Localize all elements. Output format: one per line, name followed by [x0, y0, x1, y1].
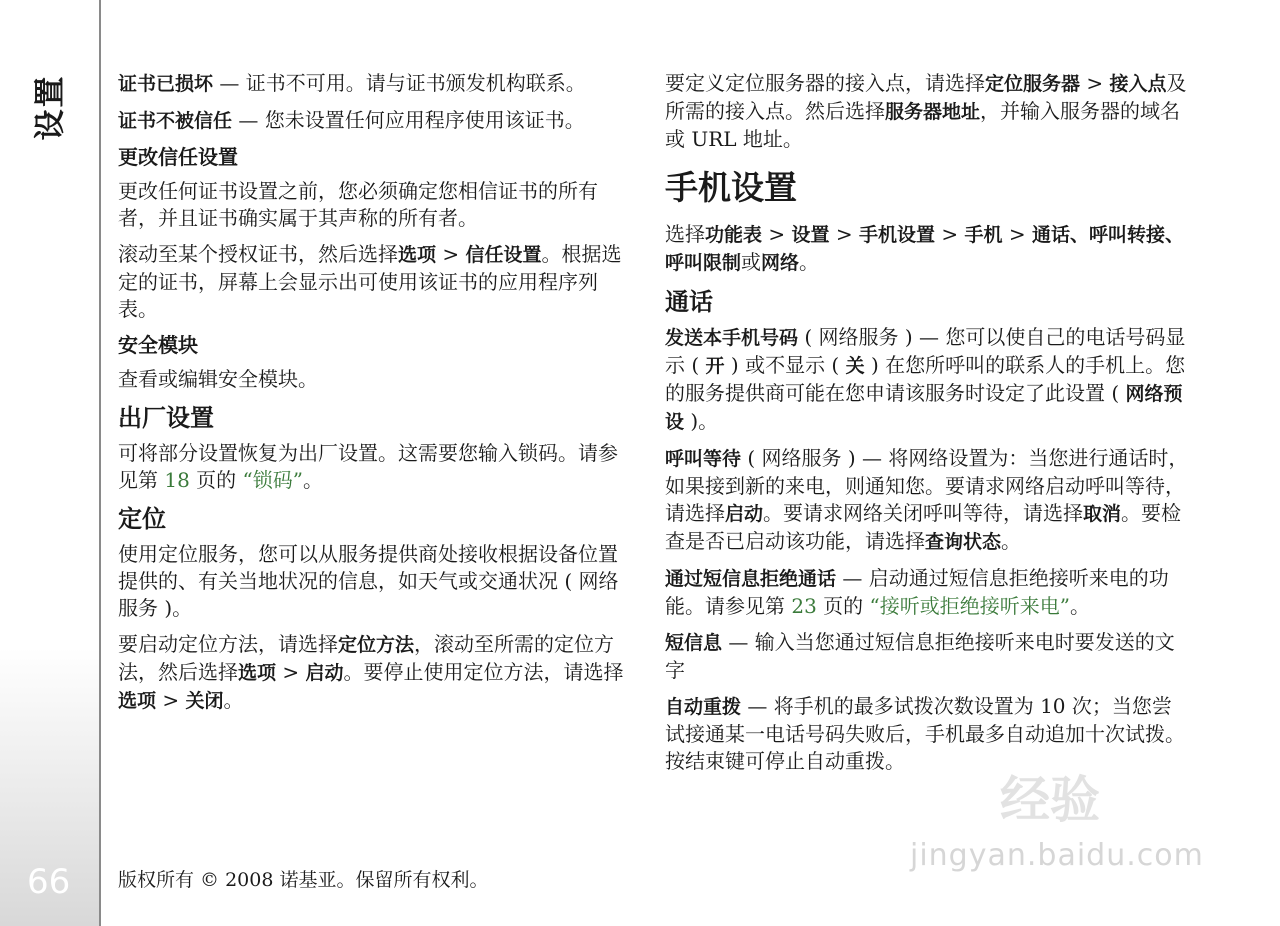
text: 。要停止使用定位方法，请选择: [343, 660, 624, 684]
text: 。: [1069, 594, 1090, 618]
term-call-waiting: 呼叫等待: [665, 448, 742, 470]
menu-term: 选项: [398, 244, 437, 266]
right-column: [665, 70, 1190, 784]
text: — 您未设置任何应用程序使用该证书。: [232, 108, 585, 132]
text: 。: [302, 468, 323, 492]
paragraph-cert-untrusted: [118, 107, 630, 135]
watermark-logo-text: 经验: [1000, 771, 1100, 829]
text: 要启动定位方法，请选择: [118, 632, 338, 656]
menu-term: 启动: [725, 503, 764, 525]
term-sms: 短信息: [665, 632, 723, 654]
paragraph-location: 使用定位服务，您可以从服务提供商处接收根据设备位置提供的、有关当地状况的信息，如天气或交通状况 ( 网络服务 )。: [118, 542, 619, 620]
term-send-number: 发送本手机号码: [665, 327, 799, 349]
paragraph-location-method: [118, 631, 630, 715]
watermark: [900, 760, 1204, 880]
text: ，滚动至所需的定位方法，然后选择: [118, 632, 615, 684]
text: >: [156, 688, 186, 712]
text: ，并输入服务器的域名或 URL 地址。: [665, 99, 1181, 151]
text: ( 网络服务 ) — 将网络设置为：当您进行通话时，如果接到新的来电，则通知您。要请求网络启动呼叫等待，请选择: [665, 446, 1189, 525]
text: >: [436, 242, 466, 266]
menu-term: 网络预设: [665, 383, 1183, 433]
text: 页的: [816, 594, 870, 618]
menu-term: 关: [845, 355, 865, 377]
text: 可将部分设置恢复为出厂设置。这需要您输入锁码。请参见第: [118, 441, 618, 492]
menu-term: 定位方法: [338, 634, 415, 656]
term-cert-corrupted: 证书已损坏: [118, 73, 214, 95]
paragraph-cert-corrupted: [118, 70, 630, 98]
text: — 输入当您通过短信息拒绝接听来电时要发送的文字: [665, 630, 1175, 682]
text: >: [762, 222, 792, 246]
menu-term: 接入点: [1109, 73, 1167, 95]
menu-term: 取消: [1083, 503, 1122, 525]
menu-term: 设置: [791, 224, 830, 246]
paragraph-factory: [118, 440, 630, 494]
text: 选择: [665, 222, 705, 246]
paragraph-send-number: [665, 324, 1190, 436]
text: — 启动通过短信息拒绝接听来电的功能。请参见第: [665, 566, 1169, 618]
text: ) 在您所呼叫的联系人的手机上。您的服务提供商可能在您申请该服务时设定了此设置 (: [665, 353, 1186, 405]
menu-term: 选项: [118, 690, 157, 712]
section-label: [18, 62, 76, 152]
text: 要定义定位服务器的接入点，请选择: [665, 71, 985, 95]
heading-change-trust: 更改信任设置: [118, 145, 238, 169]
term-cert-untrusted: 证书不被信任: [118, 110, 233, 132]
text: 。根据选定的证书，屏幕上会显示出可使用该证书的应用程序列表。: [118, 242, 622, 321]
menu-term: 手机设置: [859, 224, 936, 246]
text: — 证书不可用。请与证书颁发机构联系。: [213, 71, 586, 95]
menu-term: 服务器地址: [885, 101, 981, 123]
section-title: 设置: [32, 74, 69, 140]
paragraph-sms-text: [665, 629, 1190, 684]
text: 。要请求网络关闭呼叫等待，请选择: [763, 501, 1084, 525]
text: ( 网络服务 ) — 您可以使自己的电话号码显示 (: [665, 325, 1186, 377]
sidebar: [0, 0, 101, 926]
section-link[interactable]: “接听或拒绝接听来电”: [869, 594, 1070, 618]
menu-term: 选项: [238, 662, 277, 684]
text: )。: [684, 409, 719, 433]
paragraph-reject-sms: [665, 565, 1190, 620]
text: >: [1080, 71, 1110, 95]
text: 。: [1001, 529, 1022, 553]
copyright-footer: 版权所有 © 2008 诺基亚。保留所有权利。: [118, 869, 489, 891]
text: ) 或不显示 (: [724, 353, 846, 377]
paragraph-call-waiting: [665, 445, 1190, 556]
text: 。: [223, 688, 244, 712]
heading-location: 定位: [118, 505, 166, 533]
menu-term: 查询状态: [925, 531, 1002, 553]
heading-security-module: 安全模块: [118, 333, 198, 357]
menu-term: 手机: [964, 224, 1003, 246]
menu-term: 网络: [761, 252, 800, 274]
menu-term: 信任设置: [465, 244, 542, 266]
page-link[interactable]: 18: [164, 468, 190, 492]
text: 及所需的接入点。然后选择: [665, 71, 1187, 123]
text: >: [829, 222, 859, 246]
heading-call: 通话: [665, 288, 713, 316]
text: 滚动至某个授权证书，然后选择: [118, 242, 398, 266]
term-auto-redial: 自动重拨: [665, 696, 742, 718]
left-column: [118, 70, 630, 724]
paragraph-scroll-cert: [118, 241, 630, 323]
text: >: [1002, 222, 1032, 246]
menu-term: 启动: [305, 662, 344, 684]
paragraph-security-module: 查看或编辑安全模块。: [118, 367, 318, 391]
text: 或: [741, 250, 762, 274]
term-reject-sms: 通过短信息拒绝通话: [665, 568, 837, 590]
section-link[interactable]: “锁码”: [242, 468, 303, 492]
page-number: 66: [27, 862, 71, 902]
text: 。: [799, 250, 820, 274]
paragraph-change-trust: 更改任何证书设置之前，您必须确定您相信证书的所有者，并且证书确实属于其声称的所有者。: [118, 179, 598, 230]
menu-term: 定位服务器: [985, 73, 1081, 95]
text: 页的: [189, 468, 243, 492]
heading-factory-settings: 出厂设置: [118, 404, 214, 432]
text: — 将手机的最多试拨次数设置为 10 次；当您尝试接通某一电话号码失败后，手机最多自动追加十次试拨。按结束键可停止自动重拨。: [665, 694, 1185, 773]
heading-phone-settings: 手机设置: [665, 168, 797, 207]
text: 。要检查是否已启动该功能，请选择: [665, 501, 1182, 553]
menu-term: 关闭: [185, 690, 224, 712]
text: >: [935, 222, 965, 246]
page-link[interactable]: 23: [791, 594, 817, 618]
watermark-url: jingyan.baidu.com: [910, 838, 1204, 873]
menu-term: 功能表: [705, 224, 763, 246]
menu-term: 开: [705, 355, 725, 377]
paragraph-phone-settings-path: [665, 221, 1190, 277]
menu-term: 通话、呼叫转接、呼叫限制: [665, 224, 1185, 274]
paragraph-location-server: [665, 70, 1190, 153]
text: >: [276, 660, 306, 684]
